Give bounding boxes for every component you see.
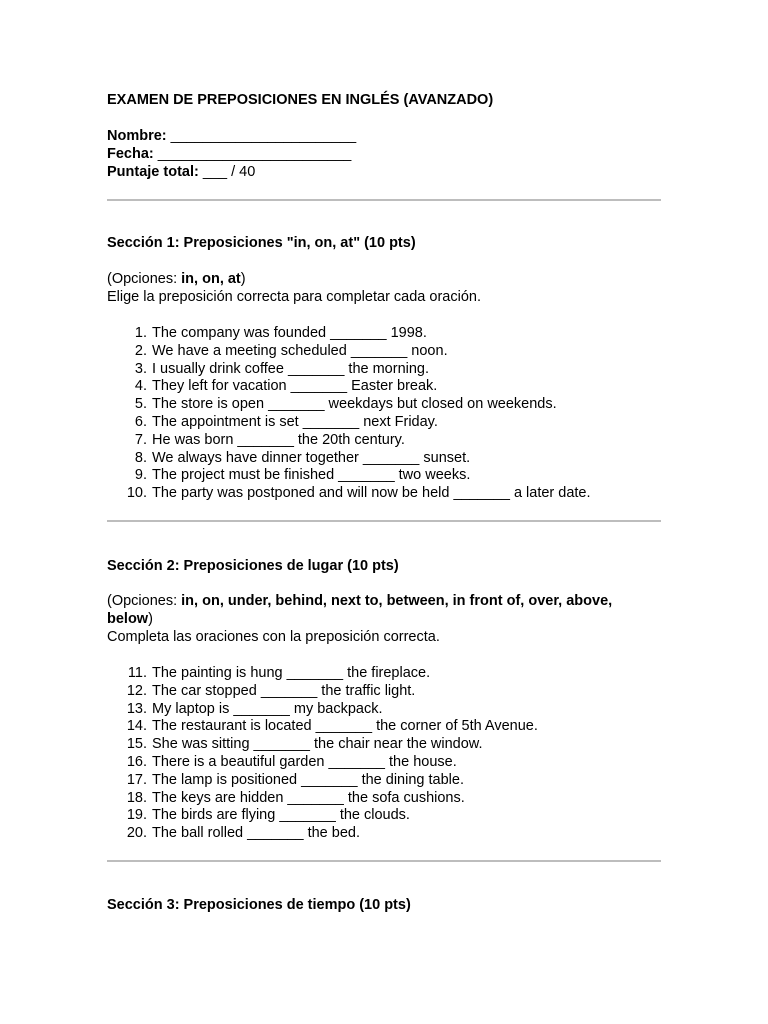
question-text: The ball rolled _______ the bed.: [152, 825, 360, 842]
question-number: 7.: [134, 431, 147, 448]
question-text: They left for vacation _______ Easter break.: [152, 378, 438, 395]
name-field: [107, 128, 356, 146]
question-number: 11.: [127, 665, 147, 681]
question-item: [107, 825, 538, 843]
question-item: [107, 718, 538, 736]
question-item: [107, 361, 591, 379]
question-text: The restaurant is located _______ the corner of 5th Avenue.: [152, 718, 538, 735]
question-item: [107, 736, 538, 754]
section-3-title: Sección 3: Preposiciones de tiempo (10 pts): [107, 897, 411, 913]
question-item: [107, 754, 538, 772]
section-2-questions: [107, 665, 538, 843]
question-text: The store is open _______ weekdays but closed on weekends.: [152, 396, 557, 413]
question-text: The keys are hidden _______ the sofa cushions.: [152, 789, 465, 806]
question-text: The appointment is set _______ next Friday.: [152, 413, 438, 430]
options-prefix: (Opciones:: [107, 593, 182, 609]
exam-title: EXAMEN DE PREPOSICIONES EN INGLÉS (AVANZADO): [107, 92, 494, 108]
question-number: 4.: [134, 378, 147, 395]
divider: [107, 520, 661, 522]
options-list: in, on, under, behind, next to, between, in front of, over, above, below: [107, 593, 613, 627]
question-number: 17.: [126, 771, 147, 788]
date-label: Fecha:: [107, 145, 154, 162]
divider: [107, 860, 661, 862]
section-2-instruction: Completa las oraciones con la preposición correcta.: [107, 628, 440, 645]
question-item: [107, 325, 591, 343]
question-text: The birds are flying _______ the clouds.: [152, 807, 410, 824]
question-text: The project must be finished _______ two weeks.: [152, 467, 471, 484]
question-text: The party was postponed and will now be held _______ a later date.: [152, 485, 591, 502]
question-item: [107, 683, 538, 701]
date-field: [107, 146, 356, 164]
question-number: 2.: [134, 342, 147, 359]
question-item: [107, 790, 538, 808]
question-number: 9.: [134, 467, 147, 484]
question-number: 6.: [134, 413, 147, 430]
question-number: 16.: [126, 753, 147, 770]
section-1-title: Sección 1: Preposiciones "in, on, at" (10 pts): [107, 235, 416, 251]
question-text: My laptop is _______ my backpack.: [152, 700, 383, 717]
options-suffix: ): [148, 610, 153, 627]
question-text: I usually drink coffee _______ the morning.: [152, 360, 430, 377]
question-number: 1.: [134, 325, 147, 341]
date-blank: ________________________: [157, 145, 352, 162]
question-item: [107, 807, 538, 825]
score-value: ___ / 40: [202, 163, 256, 180]
question-number: 20.: [126, 825, 147, 842]
question-item: [107, 467, 591, 485]
question-item: [107, 432, 591, 450]
question-text: There is a beautiful garden _______ the house.: [152, 753, 457, 770]
question-number: 10.: [126, 485, 147, 502]
section-2-title: Sección 2: Preposiciones de lugar (10 pts): [107, 558, 399, 574]
student-info: [107, 128, 356, 181]
question-item: [107, 772, 538, 790]
question-text: The company was founded _______ 1998.: [152, 325, 427, 341]
question-item: [107, 378, 591, 396]
question-item: [107, 450, 591, 468]
question-number: 12.: [126, 682, 147, 699]
question-number: 13.: [126, 700, 147, 717]
score-label: Puntaje total:: [107, 163, 199, 180]
question-text: The lamp is positioned _______ the dining table.: [152, 771, 464, 788]
question-number: 5.: [134, 396, 147, 413]
name-label: Nombre:: [107, 128, 167, 144]
question-text: We always have dinner together _______ sunset.: [152, 449, 471, 466]
section-1-questions: [107, 325, 591, 503]
question-number: 18.: [126, 789, 147, 806]
question-text: The car stopped _______ the traffic light.: [152, 682, 416, 699]
question-item: [107, 701, 538, 719]
score-field: [107, 164, 356, 182]
options-list: in, on, at: [181, 271, 241, 287]
options-suffix: ): [240, 271, 246, 287]
divider: [107, 199, 661, 201]
options-prefix: (Opciones:: [107, 271, 182, 287]
section-1-instruction: Elige la preposición correcta para completar cada oración.: [107, 288, 481, 305]
question-number: 8.: [134, 449, 147, 466]
question-item: [107, 485, 591, 503]
question-number: 14.: [126, 718, 147, 735]
question-item: [107, 414, 591, 432]
question-item: [107, 343, 591, 361]
question-number: 3.: [134, 360, 147, 377]
question-text: The painting is hung _______ the fireplace.: [152, 665, 431, 681]
section-2-options: [107, 593, 661, 646]
question-text: He was born _______ the 20th century.: [152, 431, 405, 448]
question-item: [107, 665, 538, 683]
section-1-options: [107, 271, 661, 307]
question-item: [107, 396, 591, 414]
question-number: 15.: [126, 736, 147, 753]
question-number: 19.: [126, 807, 147, 824]
question-text: We have a meeting scheduled _______ noon.: [152, 342, 448, 359]
question-text: She was sitting _______ the chair near the window.: [152, 736, 483, 753]
name-blank: _______________________: [170, 128, 357, 144]
